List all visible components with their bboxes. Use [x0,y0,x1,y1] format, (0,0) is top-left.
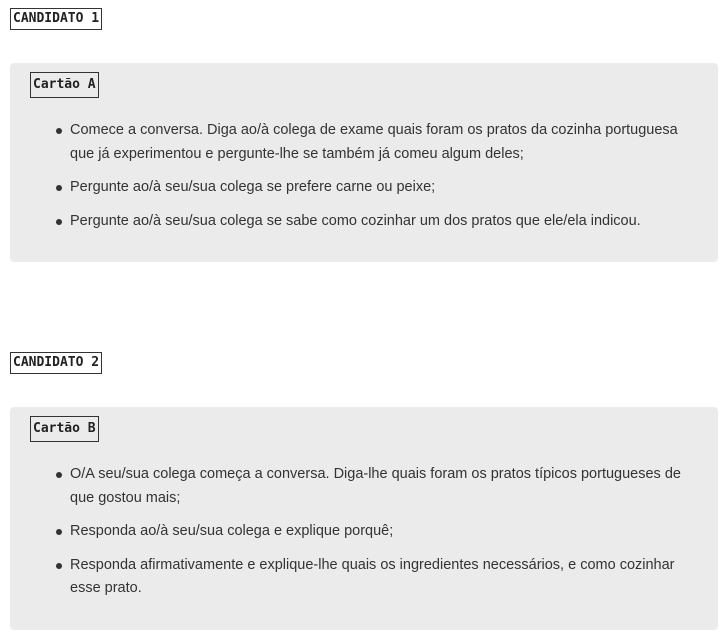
candidate-1-label: CANDIDATO 1 [10,8,102,30]
list-item: Pergunte ao/à seu/sua colega se sabe como cozinhar um dos pratos que ele/ela indicou. [10,210,718,234]
card-a-list [10,119,718,243]
list-item: Responda afirmativamente e explique-lhe quais os ingredientes necessários, e como cozinhar esse prato. [10,554,718,601]
list-item: Comece a conversa. Diga ao/à colega de exame quais foram os pratos da cozinha portuguesa que já experimentou e pergunte-lhe se também já comeu algum deles; [10,119,718,166]
card-b-label: Cartão B [30,416,99,442]
card-a-label: Cartão A [30,72,99,98]
candidate-2-label: CANDIDATO 2 [10,352,102,374]
list-item: Pergunte ao/à seu/sua colega se prefere carne ou peixe; [10,176,718,200]
card-a [10,63,718,262]
card-b [10,407,718,630]
list-item: Responda ao/à seu/sua colega e explique porquê; [10,520,718,544]
card-b-list [10,463,718,611]
list-item: O/A seu/sua colega começa a conversa. Diga-lhe quais foram os pratos típicos portugueses de que gostou mais; [10,463,718,510]
